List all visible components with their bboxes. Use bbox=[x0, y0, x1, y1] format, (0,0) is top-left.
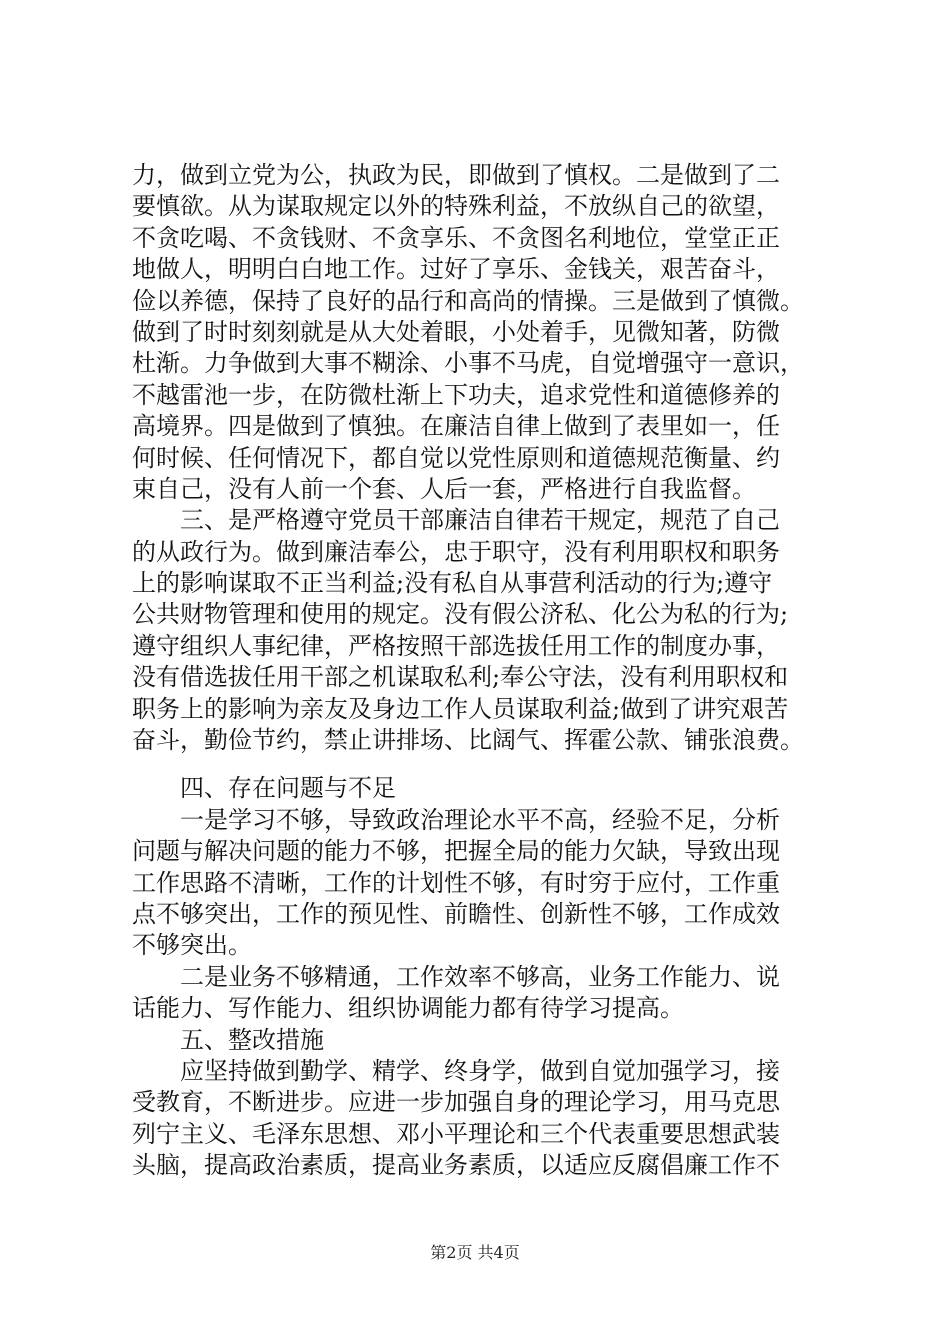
text-line: 要慎欲。从为谋取规定以外的特殊利益，不放纵自己的欲望， bbox=[132, 192, 780, 221]
text-line: 受教育，不断进步。应进一步加强自身的理论学习，用马克思 bbox=[132, 1088, 780, 1117]
page-number-label: 第2页 共4页 bbox=[430, 1243, 520, 1262]
text-line: 的从政行为。做到廉洁奉公，忠于职守，没有利用职权和职务 bbox=[132, 537, 780, 566]
text-line: 高境界。四是做到了慎独。在廉洁自律上做到了表里如一，任 bbox=[132, 412, 780, 441]
text-line: 职务上的影响为亲友及身边工作人员谋取利益;做到了讲究艰苦 bbox=[132, 694, 789, 723]
section-heading: 五、整改措施 bbox=[132, 1025, 324, 1054]
text-line: 工作思路不清晰，工作的计划性不够，有时穷于应付，工作重 bbox=[132, 868, 780, 897]
section-heading: 四、存在问题与不足 bbox=[132, 774, 396, 803]
text-line: 何时候、任何情况下，都自觉以党性原则和道德规范衡量、约 bbox=[132, 443, 780, 472]
text-line: 没有借选拔任用干部之机谋取私利;奉公守法，没有利用职权和 bbox=[132, 663, 789, 692]
text-line: 杜渐。力争做到大事不糊涂、小事不马虎，自觉增强守一意识， bbox=[132, 349, 804, 378]
text-line: 点不够突出，工作的预见性、前瞻性、创新性不够，工作成效 bbox=[132, 899, 780, 928]
text-line: 做到了时时刻刻就是从大处着眼，小处着手，见微知著，防微 bbox=[132, 317, 780, 346]
text-line: 不够突出。 bbox=[132, 931, 252, 960]
text-line: 俭以养德，保持了良好的品行和高尚的情操。三是做到了慎微。 bbox=[132, 286, 804, 315]
page-footer bbox=[0, 1240, 950, 1263]
document-body bbox=[132, 160, 844, 1182]
paragraph-group-1 bbox=[132, 160, 844, 756]
text-line: 上的影响谋取不正当利益;没有私自从事营利活动的行为;遵守 bbox=[132, 569, 773, 598]
paragraph-spacer bbox=[132, 756, 844, 773]
text-line: 束自己，没有人前一个套、人后一套，严格进行自我监督。 bbox=[132, 474, 756, 503]
text-line: 公共财物管理和使用的规定。没有假公济私、化公为私的行为; bbox=[132, 600, 789, 629]
text-line: 应坚持做到勤学、精学、终身学，做到自觉加强学习，接 bbox=[132, 1056, 780, 1085]
text-line: 地做人，明明白白地工作。过好了享乐、金钱关，艰苦奋斗， bbox=[132, 255, 780, 284]
text-line: 二是业务不够精通，工作效率不够高，业务工作能力、说 bbox=[132, 962, 780, 991]
text-line: 问题与解决问题的能力不够，把握全局的能力欠缺，导致出现 bbox=[132, 837, 780, 866]
text-line: 列宁主义、毛泽东思想、邓小平理论和三个代表重要思想武装 bbox=[132, 1119, 780, 1148]
text-line: 遵守组织人事纪律，严格按照干部选拔任用工作的制度办事， bbox=[132, 631, 780, 660]
text-line: 力，做到立党为公，执政为民，即做到了慎权。二是做到了二 bbox=[132, 161, 780, 189]
text-line: 一是学习不够，导致政治理论水平不高，经验不足，分析 bbox=[132, 805, 780, 834]
text-line: 不越雷池一步，在防微杜渐上下功夫，追求党性和道德修养的 bbox=[132, 380, 780, 409]
text-line: 头脑，提高政治素质，提高业务素质，以适应反腐倡廉工作不 bbox=[132, 1151, 780, 1180]
text-line: 不贪吃喝、不贪钱财、不贪享乐、不贪图名利地位，堂堂正正 bbox=[132, 223, 780, 252]
text-line: 话能力、写作能力、组织协调能力都有待学习提高。 bbox=[132, 994, 684, 1023]
text-line: 奋斗，勤俭节约，禁止讲排场、比阔气、挥霍公款、铺张浪费。 bbox=[132, 726, 804, 755]
text-line: 三、是严格遵守党员干部廉洁自律若干规定，规范了自己 bbox=[132, 506, 780, 535]
paragraph-group-2 bbox=[132, 773, 844, 1181]
